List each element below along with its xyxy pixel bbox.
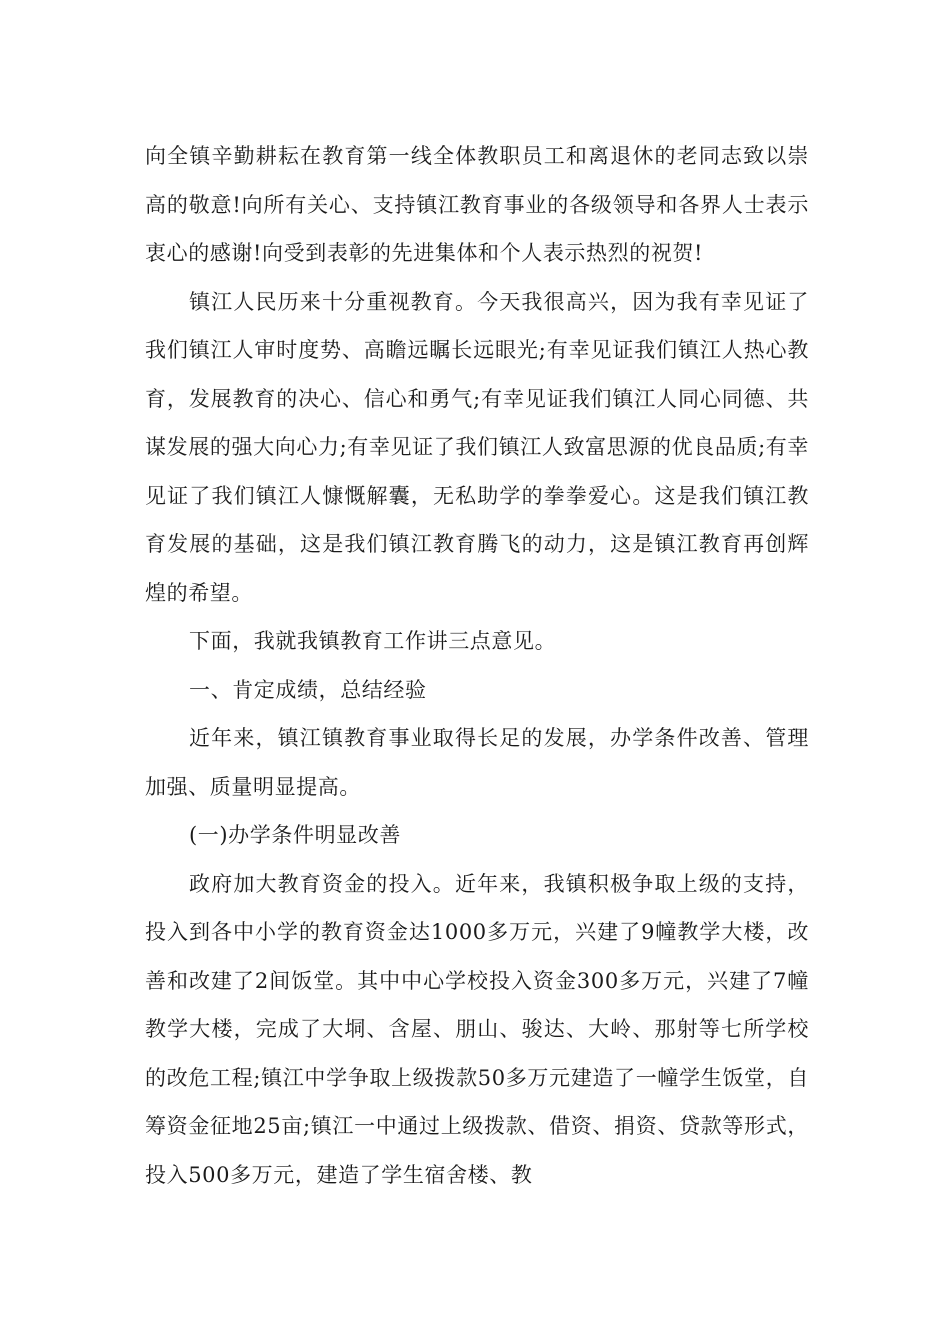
paragraph-witness: 镇江人民历来十分重视教育。今天我很高兴，因为我有幸见证了我们镇江人审时度势、高瞻远瞩长远眼光;有幸见证我们镇江人热心教育，发展教育的决心、信心和勇气;有幸见证我们镇江人同心同德、共谋发展的强大向心力;有幸见证了我们镇江人致富思源的优良品质;有幸见证了我们镇江人慷慨解囊，无私助学的拳拳爱心。这是我们镇江教育发展的基础，这是我们镇江教育腾飞的动力，这是镇江教育再创辉煌的希望。: [145, 289, 809, 605]
paragraph-continuation: 向全镇辛勤耕耘在教育第一线全体教职员工和离退休的老同志致以崇高的敬意!向所有关心、支持镇江教育事业的各级领导和各界人士表示衷心的感谢!向受到表彰的先进集体和个人表示热烈的祝贺!: [145, 144, 809, 265]
paragraph-intro: 下面，我就我镇教育工作讲三点意见。: [189, 629, 557, 653]
paragraph-investment: 政府加大教育资金的投入。近年来，我镇积极争取上级的支持，投入到各中小学的教育资金达1000多万元，兴建了9幢教学大楼，改善和改建了2间饭堂。其中中心学校投入资金300多万元，兴建了7幢教学大楼，完成了大垌、含屋、朋山、骏达、大岭、那射等七所学校的改危工程;镇江中学争取上级拨款50多万元建造了一幢学生饭堂，自筹资金征地25亩;镇江一中通过上级拨款、借资、捐资、贷款等形式，投入500多万元，建造了学生宿舍楼、教: [145, 871, 809, 1187]
section-heading-1: 一、肯定成绩，总结经验: [189, 677, 427, 702]
document-body: [145, 132, 809, 1199]
subsection-heading-1: (一)办学条件明显改善: [189, 823, 401, 847]
paragraph-summary: 近年来，镇江镇教育事业取得长足的发展，办学条件改善、管理加强、质量明显提高。: [145, 726, 809, 799]
